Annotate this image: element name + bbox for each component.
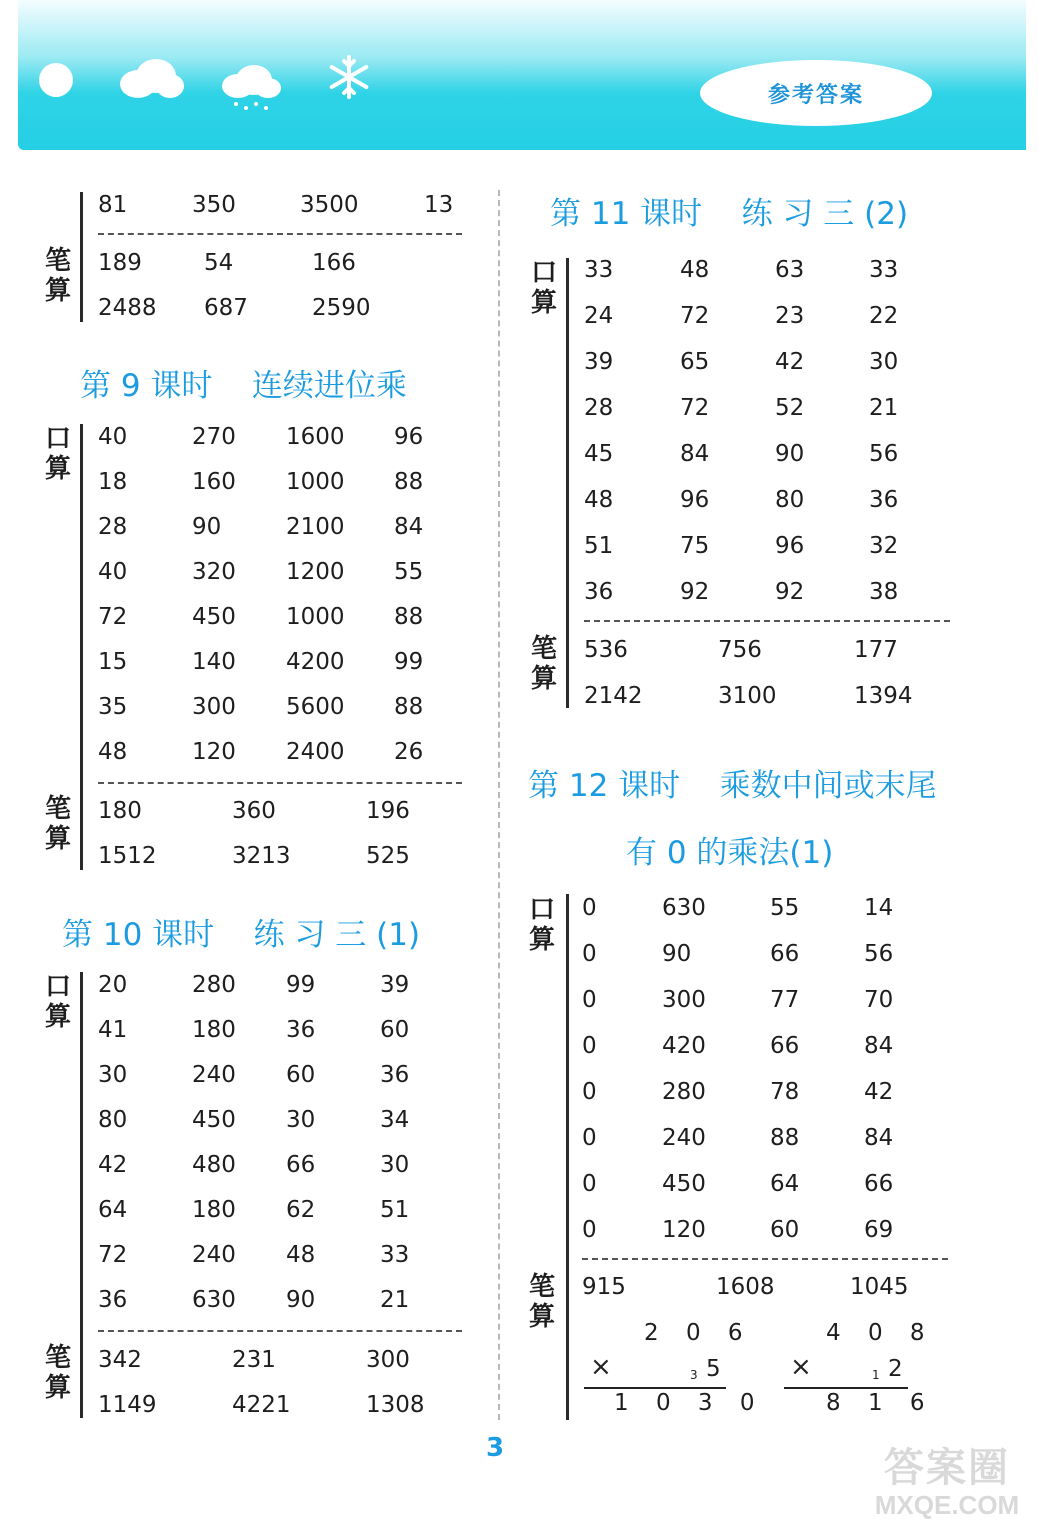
product: 8 1 6 [826, 1390, 935, 1416]
answer: 1045 [850, 1274, 909, 1300]
answer: 420 [662, 1033, 706, 1059]
answer: 84 [864, 1033, 894, 1059]
answer: 0 [582, 987, 597, 1013]
answer: 36 [286, 1017, 316, 1043]
answer: 360 [232, 798, 276, 824]
answer: 32 [869, 533, 899, 559]
answer: 350 [192, 192, 236, 218]
answer: 2100 [286, 514, 345, 540]
bracket-line [566, 258, 569, 708]
answer: 0 [582, 1217, 597, 1243]
answer: 480 [192, 1152, 236, 1178]
answer: 22 [869, 303, 899, 329]
written-calc-label: 笔算 [44, 246, 71, 306]
result-line [784, 1387, 908, 1389]
answer: 270 [192, 424, 236, 450]
answer: 66 [770, 1033, 800, 1059]
result-line [584, 1387, 726, 1389]
dashed-separator [98, 1330, 462, 1332]
watermark-text: 答案圈 [884, 1445, 1010, 1491]
answer: 96 [394, 424, 424, 450]
answer: 2400 [286, 739, 345, 765]
answer: 5600 [286, 694, 345, 720]
oral-calc-label: 口算 [530, 258, 557, 318]
answer: 2142 [584, 683, 643, 709]
sun-icon [36, 60, 76, 100]
answer: 99 [394, 649, 424, 675]
answer: 36 [584, 579, 614, 605]
answer: 90 [775, 441, 805, 467]
answer: 20 [98, 972, 128, 998]
answer: 166 [312, 250, 356, 276]
answer: 3100 [718, 683, 777, 709]
answer: 2590 [312, 295, 371, 321]
answer: 26 [394, 739, 424, 765]
answer: 450 [662, 1171, 706, 1197]
header-band [18, 0, 1026, 150]
cloud-icon [116, 56, 186, 102]
answer: 180 [192, 1017, 236, 1043]
answer: 1608 [716, 1274, 775, 1300]
answer: 280 [192, 972, 236, 998]
answer: 42 [98, 1152, 128, 1178]
times-sign: × [590, 1352, 612, 1382]
lesson-12-title: 第 12 课时 乘数中间或末尾 [528, 768, 937, 804]
answer: 13 [424, 192, 454, 218]
answer: 2488 [98, 295, 157, 321]
answer: 1200 [286, 559, 345, 585]
answer-key-label: 参考答案 [767, 82, 864, 108]
answer: 99 [286, 972, 316, 998]
answer: 40 [98, 424, 128, 450]
answer: 64 [98, 1197, 128, 1223]
lesson-12-subtitle: 有 0 的乘法(1) [626, 835, 834, 871]
answer: 140 [192, 649, 236, 675]
answer: 342 [98, 1347, 142, 1373]
answer: 300 [366, 1347, 410, 1373]
rain-cloud-icon [218, 62, 284, 114]
carry-digit: 3 [690, 1368, 698, 1382]
answer: 90 [662, 941, 692, 967]
answer: 39 [380, 972, 410, 998]
answer: 80 [775, 487, 805, 513]
answer: 48 [98, 739, 128, 765]
answer: 84 [394, 514, 424, 540]
bracket-line [80, 192, 83, 322]
answer: 21 [869, 395, 899, 421]
dashed-separator [584, 620, 950, 622]
answer: 96 [775, 533, 805, 559]
multiplier: 5 [706, 1356, 731, 1382]
answer: 28 [98, 514, 128, 540]
page-number: 3 [486, 1433, 505, 1463]
answer: 450 [192, 604, 236, 630]
answer: 48 [680, 257, 710, 283]
oral-calc-label: 口算 [44, 424, 71, 484]
answer: 52 [775, 395, 805, 421]
answer: 630 [192, 1287, 236, 1313]
written-calc-label: 笔算 [528, 1272, 555, 1332]
answer: 536 [584, 637, 628, 663]
answer: 160 [192, 469, 236, 495]
answer: 120 [192, 739, 236, 765]
answer: 180 [98, 798, 142, 824]
answer: 24 [584, 303, 614, 329]
answer: 3500 [300, 192, 359, 218]
answer: 96 [680, 487, 710, 513]
answer: 36 [380, 1062, 410, 1088]
times-sign: × [790, 1352, 812, 1382]
answer: 0 [582, 1125, 597, 1151]
oral-calc-label: 口算 [44, 972, 71, 1032]
answer: 1308 [366, 1392, 425, 1418]
answer: 88 [770, 1125, 800, 1151]
lesson-9-title: 第 9 课时 连续进位乘 [80, 368, 407, 404]
answer: 687 [204, 295, 248, 321]
bracket-line [80, 424, 83, 870]
product: 1 0 3 0 [614, 1390, 765, 1416]
answer: 280 [662, 1079, 706, 1105]
answer: 4221 [232, 1392, 291, 1418]
answer: 60 [286, 1062, 316, 1088]
answer: 56 [869, 441, 899, 467]
answer: 3213 [232, 843, 291, 869]
lesson-11-title: 第 11 课时 练 习 三 (2) [550, 196, 909, 232]
answer: 30 [869, 349, 899, 375]
answer: 240 [192, 1062, 236, 1088]
answer-key-badge [700, 60, 932, 126]
watermark-logo [862, 1446, 1032, 1526]
answer: 60 [770, 1217, 800, 1243]
answer: 1394 [854, 683, 913, 709]
answer: 75 [680, 533, 710, 559]
answer: 0 [582, 1033, 597, 1059]
answer: 23 [775, 303, 805, 329]
answer: 55 [770, 895, 800, 921]
answer: 66 [864, 1171, 894, 1197]
answer: 1000 [286, 469, 345, 495]
answer: 300 [192, 694, 236, 720]
answer: 64 [770, 1171, 800, 1197]
answer: 70 [864, 987, 894, 1013]
answer: 63 [775, 257, 805, 283]
column-divider [498, 190, 500, 1420]
answer: 0 [582, 895, 597, 921]
answer: 48 [584, 487, 614, 513]
answer: 30 [286, 1107, 316, 1133]
answer: 72 [98, 1242, 128, 1268]
answer: 1149 [98, 1392, 157, 1418]
answer: 14 [864, 895, 894, 921]
answer: 18 [98, 469, 128, 495]
answer: 34 [380, 1107, 410, 1133]
carry-digit: 1 [872, 1368, 880, 1382]
answer: 35 [98, 694, 128, 720]
answer: 4200 [286, 649, 345, 675]
answer: 1512 [98, 843, 157, 869]
written-calc-label: 笔算 [530, 634, 557, 694]
written-calc-label: 笔算 [44, 794, 71, 854]
dashed-separator [582, 1258, 948, 1260]
answer: 77 [770, 987, 800, 1013]
answer: 88 [394, 469, 424, 495]
answer: 78 [770, 1079, 800, 1105]
answer: 54 [204, 250, 234, 276]
answer: 84 [864, 1125, 894, 1151]
answer: 56 [864, 941, 894, 967]
answer: 72 [680, 395, 710, 421]
answer: 60 [380, 1017, 410, 1043]
answer: 38 [869, 579, 899, 605]
multiplier: 2 [888, 1356, 913, 1382]
answer: 90 [192, 514, 222, 540]
answer: 525 [366, 843, 410, 869]
answer: 915 [582, 1274, 626, 1300]
answer: 80 [98, 1107, 128, 1133]
answer: 240 [662, 1125, 706, 1151]
answer: 72 [680, 303, 710, 329]
answer: 15 [98, 649, 128, 675]
answer: 90 [286, 1287, 316, 1313]
answer: 36 [869, 487, 899, 513]
answer: 240 [192, 1242, 236, 1268]
multiplicand: 4 0 8 [826, 1320, 935, 1346]
answer: 66 [286, 1152, 316, 1178]
answer: 0 [582, 941, 597, 967]
answer: 21 [380, 1287, 410, 1313]
answer: 756 [718, 637, 762, 663]
answer: 45 [584, 441, 614, 467]
answer: 69 [864, 1217, 894, 1243]
dashed-separator [98, 782, 462, 784]
answer: 450 [192, 1107, 236, 1133]
answer: 72 [98, 604, 128, 630]
answer: 48 [286, 1242, 316, 1268]
lesson-10-title: 第 10 课时 练 习 三 (1) [62, 917, 421, 953]
answer: 0 [582, 1171, 597, 1197]
written-calc-label: 笔算 [44, 1343, 71, 1403]
answer: 62 [286, 1197, 316, 1223]
answer: 51 [380, 1197, 410, 1223]
answer: 55 [394, 559, 424, 585]
answer: 36 [98, 1287, 128, 1313]
answer: 42 [775, 349, 805, 375]
answer: 51 [584, 533, 614, 559]
answer: 88 [394, 694, 424, 720]
answer: 120 [662, 1217, 706, 1243]
answer: 81 [98, 192, 128, 218]
dashed-separator [98, 233, 462, 235]
watermark-url: MXQE.COM [874, 1490, 1020, 1520]
oral-calc-label: 口算 [528, 895, 555, 955]
answer: 41 [98, 1017, 128, 1043]
answer: 177 [854, 637, 898, 663]
answer: 33 [584, 257, 614, 283]
bracket-line [566, 894, 569, 1420]
answer: 33 [869, 257, 899, 283]
answer: 65 [680, 349, 710, 375]
snowflake-icon [326, 54, 372, 100]
answer: 30 [98, 1062, 128, 1088]
answer: 66 [770, 941, 800, 967]
answer: 0 [582, 1079, 597, 1105]
answer: 189 [98, 250, 142, 276]
answer: 28 [584, 395, 614, 421]
answer: 92 [680, 579, 710, 605]
answer: 300 [662, 987, 706, 1013]
answer: 1600 [286, 424, 345, 450]
answer: 92 [775, 579, 805, 605]
answer: 88 [394, 604, 424, 630]
answer: 231 [232, 1347, 276, 1373]
answer: 30 [380, 1152, 410, 1178]
answer: 33 [380, 1242, 410, 1268]
answer: 320 [192, 559, 236, 585]
answer: 42 [864, 1079, 894, 1105]
answer: 1000 [286, 604, 345, 630]
answer: 630 [662, 895, 706, 921]
answer: 180 [192, 1197, 236, 1223]
answer: 40 [98, 559, 128, 585]
answer: 39 [584, 349, 614, 375]
bracket-line [80, 972, 83, 1418]
answer: 196 [366, 798, 410, 824]
multiplicand: 2 0 6 [644, 1320, 753, 1346]
answer: 84 [680, 441, 710, 467]
